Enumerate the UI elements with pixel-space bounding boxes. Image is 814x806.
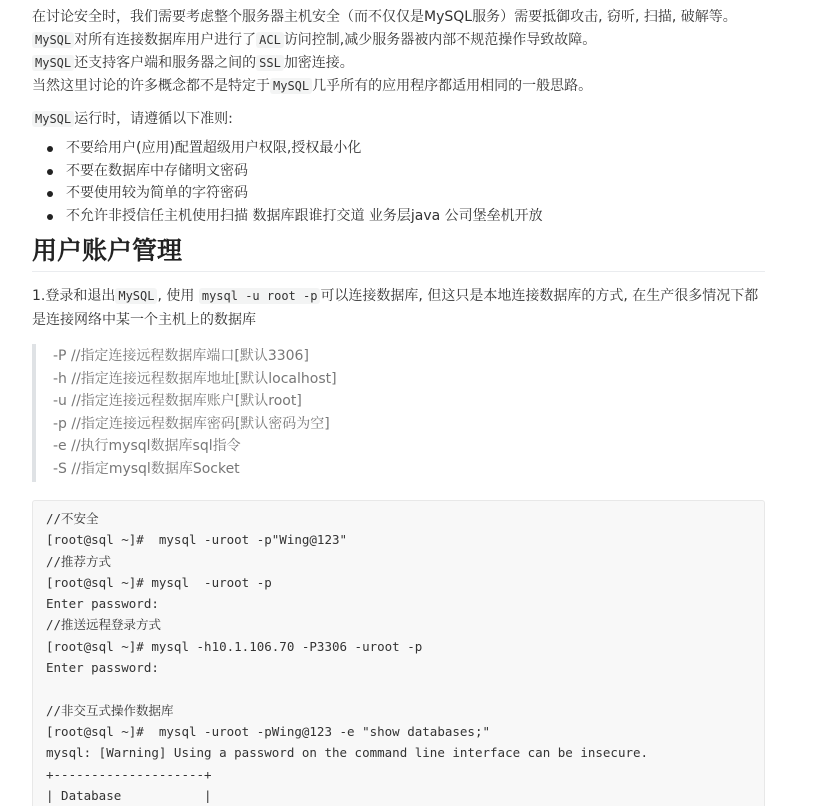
code-line: [root@sql ~]# mysql -uroot -p (46, 574, 272, 590)
inline-code: MySQL (115, 288, 157, 304)
intro-line-3: MySQL 还支持客户端和服务器之间的 SSL 加密连接。 (32, 52, 765, 75)
code-line: +--------------------+ (46, 766, 212, 782)
code-block[interactable] (32, 500, 765, 806)
code-line: Enter password: (46, 660, 159, 676)
code-line: | Database | (46, 787, 212, 803)
inline-code: MySQL (32, 111, 74, 127)
option-line: -P //指定连接远程数据库端口[默认3306] (53, 348, 309, 364)
inline-code: MySQL (32, 55, 74, 71)
code-line: //推送远程登录方式 (46, 617, 162, 633)
code-line: [root@sql ~]# mysql -h10.1.106.70 -P3306 -uroot -p (46, 638, 423, 654)
inline-code: ACL (256, 32, 284, 48)
intro-paragraph (32, 6, 765, 98)
list-item: 不允许非授信任主机使用扫描 数据库跟谁打交道 业务层java 公司堡垒机开放 (66, 205, 765, 228)
options-blockquote (32, 344, 765, 482)
code-line: mysql: [Warning] Using a password on the command line interface can be insecure. (46, 745, 649, 761)
option-line: -p //指定连接远程数据库密码[默认密码为空] (53, 415, 330, 432)
inline-code: MySQL (270, 78, 312, 94)
code-line: [root@sql ~]# mysql -uroot -pWing@123 -e "show databases;" (46, 723, 491, 739)
login-paragraph: 1.登录和退出 MySQL , 使用 mysql -u root -p 可以连接数据库, 但这只是本地连接数据库的方式, 在生产很多情况下都是连接网络中某一个主机上的数据库 (32, 288, 759, 328)
code-line: //非交互式操作数据库 (46, 702, 174, 718)
section-heading: 用户账户管理 (32, 233, 765, 272)
code-line: //不安全 (46, 511, 99, 526)
inline-code: SSL (256, 55, 284, 71)
option-line: -u //指定连接远程数据库账户[默认root] (53, 393, 302, 409)
option-line: -e //执行mysql数据库sql指令 (53, 438, 241, 454)
intro-line-4: 当然这里讨论的许多概念都不是特定于 MySQL 几乎所有的应用程序都适用相同的一般思路。 (32, 78, 593, 94)
list-item: 不要使用较为简单的字符密码 (66, 182, 765, 205)
inline-code: MySQL (32, 32, 74, 48)
code-line: Enter password: (46, 596, 159, 612)
intro-line-1: 在讨论安全时，我们需要考虑整个服务器主机安全（而不仅仅是MySQL服务）需要抵御攻击, 窃听, 扫描, 破解等。 (32, 9, 737, 25)
code-line: //推荐方式 (46, 553, 112, 569)
intro-line-2: MySQL 对所有连接数据库用户进行了 ACL 访问控制,减少服务器被内部不规范操作导致故障。 (32, 29, 765, 52)
rules-list (32, 137, 765, 227)
code-line: [root@sql ~]# mysql -uroot -p"Wing@123" (46, 532, 348, 548)
list-item: 不要在数据库中存储明文密码 (66, 160, 765, 183)
option-line: -S //指定mysql数据库Socket (53, 460, 240, 477)
inline-code: mysql -u root -p (199, 288, 321, 304)
list-item: 不要给用户(应用)配置超级用户权限,授权最小化 (66, 137, 765, 160)
rules-lead: MySQL 运行时，请遵循以下准则: (32, 108, 765, 131)
article-content (32, 6, 765, 806)
option-line: -h //指定连接远程数据库地址[默认localhost] (53, 370, 337, 387)
code-line (46, 678, 751, 699)
